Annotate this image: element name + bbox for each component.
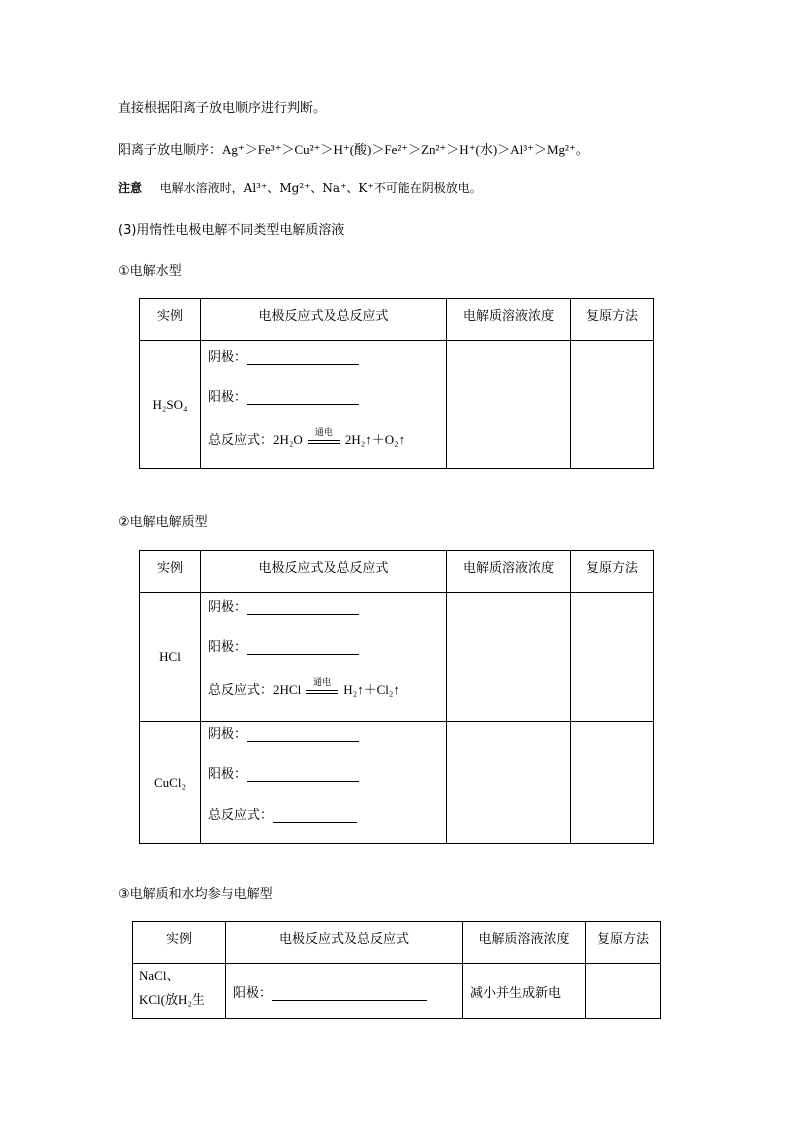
example-cell: NaCl、 KCl(放H₂生 xyxy=(133,964,226,1019)
total-left: 2HCl xyxy=(273,682,302,697)
table1-title: ①电解水型 xyxy=(118,264,182,279)
table2-title: ②电解电解质型 xyxy=(118,515,208,530)
table-electrolyze-water xyxy=(139,298,654,469)
total-label: 总反应式： xyxy=(208,433,274,448)
cathode-label: 阴极： xyxy=(208,600,248,615)
anode-blank[interactable] xyxy=(247,769,359,782)
total-left: 2H₂O xyxy=(273,432,303,447)
equation-cell xyxy=(201,593,447,722)
electrify-arrow-icon: 通电 xyxy=(308,434,340,448)
header-example: 实例 xyxy=(133,922,226,964)
electrify-arrow-icon: 通电 xyxy=(306,684,338,698)
header-equation: 电极反应式及总反应式 xyxy=(201,299,447,341)
cathode-blank[interactable] xyxy=(247,352,359,365)
table-electrolyze-electrolyte xyxy=(139,550,654,844)
section-title: (3)用惰性电极电解不同类型电解质溶液 xyxy=(118,223,345,238)
cathode-blank[interactable] xyxy=(247,602,359,615)
total-blank[interactable] xyxy=(273,810,357,823)
example-cell: HCl xyxy=(140,593,201,722)
concentration-cell[interactable] xyxy=(447,341,571,469)
header-equation: 电极反应式及总反应式 xyxy=(201,551,447,593)
anode-label: 阳极： xyxy=(208,390,248,405)
anode-blank[interactable] xyxy=(247,392,359,405)
equation-cell xyxy=(201,341,447,469)
restore-cell[interactable] xyxy=(586,964,661,1019)
cathode-label: 阴极： xyxy=(208,350,248,365)
anode-label: 阳极： xyxy=(233,985,273,1001)
note-line xyxy=(118,179,482,196)
cathode-blank[interactable] xyxy=(247,729,359,742)
cathode-label: 阴极： xyxy=(208,727,248,742)
restore-cell[interactable] xyxy=(571,722,654,844)
concentration-cell: 减小并生成新电 xyxy=(463,964,586,1019)
total-label: 总反应式： xyxy=(208,683,274,698)
example-cell: CuCl₂ xyxy=(140,722,201,844)
total-right: 2H₂↑＋O₂↑ xyxy=(344,432,406,447)
header-restore: 复原方法 xyxy=(571,551,654,593)
total-label: 总反应式： xyxy=(208,808,274,823)
table-electrolyte-and-water xyxy=(132,921,661,1019)
equation-cell xyxy=(226,964,463,1019)
concentration-cell[interactable] xyxy=(447,722,571,844)
header-concentration: 电解质溶液浓度 xyxy=(463,922,586,964)
cation-discharge-order: 阳离子放电顺序：Ag⁺＞Fe³⁺＞Cu²⁺＞H⁺(酸)＞Fe²⁺＞Zn²⁺＞H⁺(水)＞Al³⁺＞Mg²⁺。 xyxy=(118,142,589,157)
total-right: H₂↑＋Cl₂↑ xyxy=(343,682,400,697)
equation-cell xyxy=(201,722,447,844)
note-text: 电解水溶液时，Al³⁺、Mg²⁺、Na⁺、K⁺不可能在阴极放电。 xyxy=(159,181,482,195)
restore-cell[interactable] xyxy=(571,593,654,722)
anode-label: 阳极： xyxy=(208,640,248,655)
anode-blank[interactable] xyxy=(247,642,359,655)
note-label: 注意 xyxy=(118,181,143,195)
restore-cell[interactable] xyxy=(571,341,654,469)
intro-line: 直接根据阳离子放电顺序进行判断。 xyxy=(118,101,327,116)
header-concentration: 电解质溶液浓度 xyxy=(447,551,571,593)
header-example: 实例 xyxy=(140,551,201,593)
example-cell: H₂SO₄ xyxy=(140,341,201,469)
header-concentration: 电解质溶液浓度 xyxy=(447,299,571,341)
anode-label: 阳极： xyxy=(208,767,248,782)
header-example: 实例 xyxy=(140,299,201,341)
header-restore: 复原方法 xyxy=(586,922,661,964)
table3-title: ③电解质和水均参与电解型 xyxy=(118,887,273,902)
concentration-cell[interactable] xyxy=(447,593,571,722)
header-restore: 复原方法 xyxy=(571,299,654,341)
header-equation: 电极反应式及总反应式 xyxy=(226,922,463,964)
anode-blank[interactable] xyxy=(272,988,427,1001)
